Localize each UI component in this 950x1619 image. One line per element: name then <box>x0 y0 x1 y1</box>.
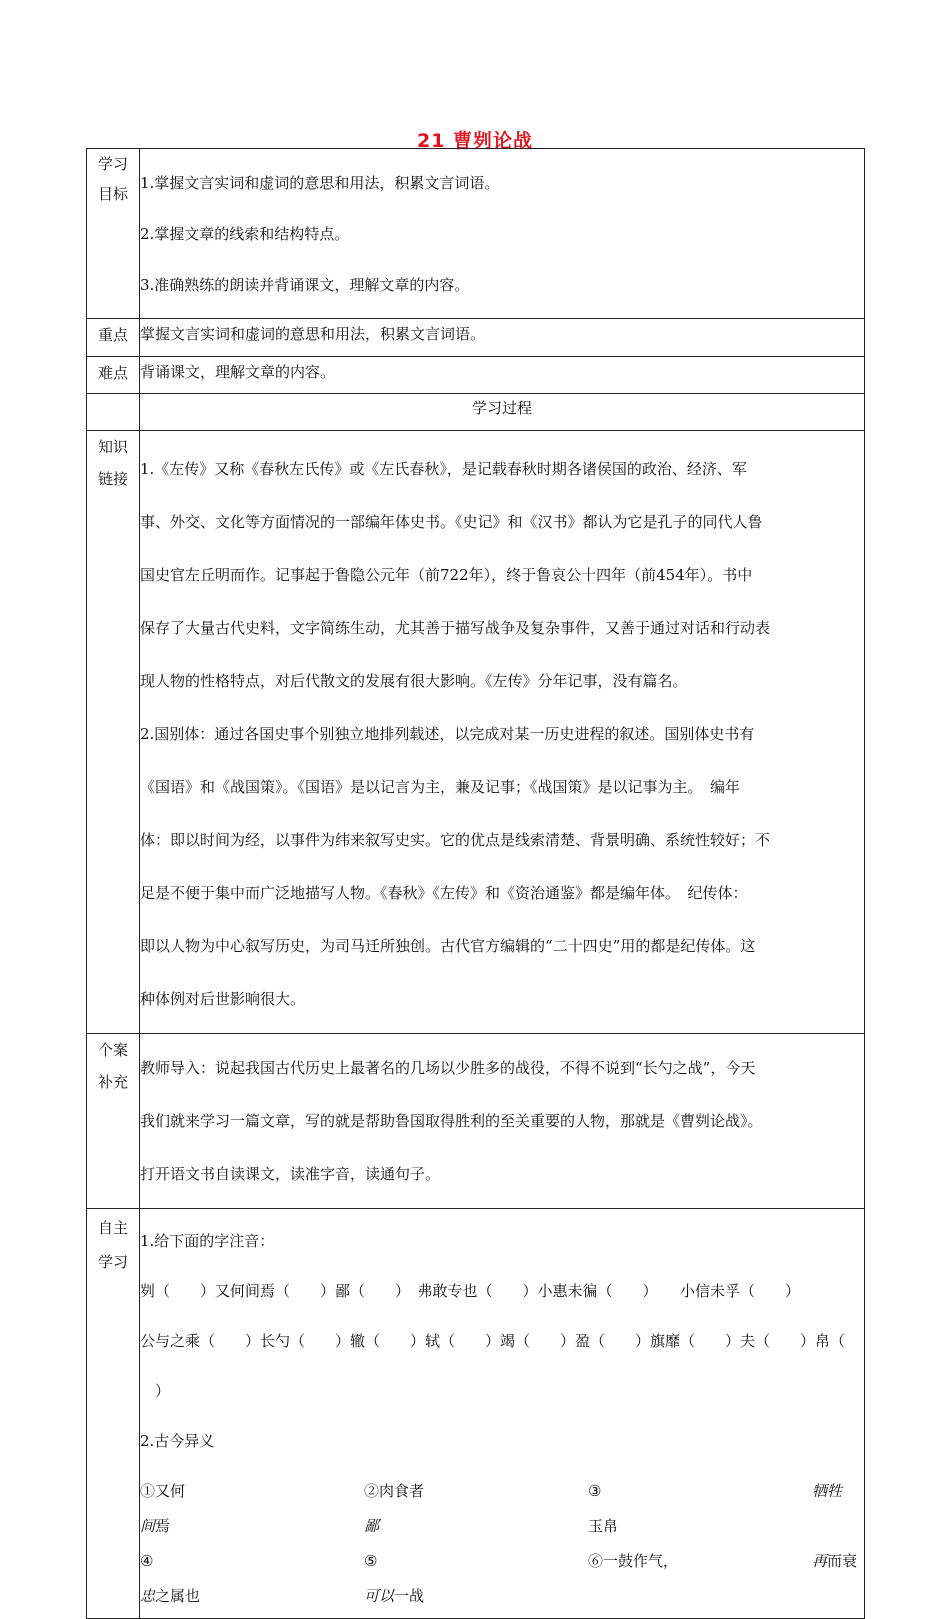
q2-item <box>364 1474 588 1544</box>
q2-row <box>140 1474 864 1544</box>
q1-title: 1.给下面的字注音： <box>140 1232 275 1250</box>
knowledge-label <box>87 431 140 1034</box>
supplement-label-text: 个案 补充 <box>97 1041 128 1091</box>
q2-item-prefix: ④ <box>140 1552 154 1570</box>
objective-item: 3.准确熟练的朗读并背诵课文，理解文章的内容。 <box>140 276 470 294</box>
process-header: 学习过程 <box>140 394 865 431</box>
knowledge-line: 种体例对后世影响很大。 <box>140 990 306 1008</box>
knowledge-line: 体：即以时间为经，以事件为纬来叙写史实。它的优点是线索清楚、背景明确、系统性较好；不 <box>140 831 771 849</box>
q2-item-suffix: 焉 <box>155 1517 171 1535</box>
key-text: 掌握文言实词和虚词的意思和用法，积累文言词语。 <box>140 319 865 357</box>
supplement-label <box>87 1034 140 1209</box>
difficulty-row <box>87 357 865 394</box>
knowledge-line: 1.《左传》又称《春秋左氏传》或《左氏春秋》，是记载春秋时期各诸侯国的政治、经济、军 <box>140 460 747 478</box>
supplement-row <box>87 1034 865 1209</box>
q2-item-prefix: ③ <box>588 1482 602 1500</box>
q1-line: ） <box>140 1382 171 1400</box>
q2-item-prefix: ⑥一鼓作气， <box>588 1552 679 1570</box>
q2-row <box>140 1544 864 1614</box>
q2-item <box>364 1544 588 1614</box>
self-study-label <box>87 1209 140 1619</box>
supplement-line: 我们就来学习一篇文章，写的就是帮助鲁国取得胜利的至关重要的人物，那就是《曹刿论战》。 <box>140 1112 763 1130</box>
knowledge-line: 《国语》和《战国策》。《国语》是以记言为主，兼及记事；《战国策》是以记事为主。 编年 <box>140 778 741 796</box>
q2-item <box>588 1474 864 1544</box>
knowledge-line: 国史官左丘明而作。记事起于鲁隐公元年（前722年），终于鲁哀公十四年（前454年）。书中 <box>140 566 753 584</box>
difficulty-text: 背诵课文，理解文章的内容。 <box>140 357 865 394</box>
knowledge-line: 现人物的性格特点，对后代散文的发展有很大影响。《左传》分年记事，没有篇名。 <box>140 672 688 690</box>
difficulty-label: 难点 <box>87 357 140 394</box>
q2-item-prefix: ⑤ <box>364 1552 378 1570</box>
self-study-content <box>140 1209 865 1619</box>
objective-item: 2.掌握文章的线索和结构特点。 <box>140 225 350 243</box>
knowledge-line: 即以人物为中心叙写历史，为司马迁所独创。古代官方编辑的“二十四史”用的都是纪传体。这 <box>140 937 756 955</box>
q2-item-keyword: 忠 <box>140 1587 156 1605</box>
knowledge-line: 2.国别体：通过各国史事个别独立地排列载述，以完成对某一历史进程的叙述。国别体史书有 <box>140 725 755 743</box>
page-title: 21 曹刿论战 <box>416 130 534 152</box>
q2-item-keyword: 鄙 <box>364 1517 380 1535</box>
knowledge-content <box>140 431 865 1034</box>
supplement-content <box>140 1034 865 1209</box>
q2-item <box>140 1474 364 1544</box>
q2-item-suffix: 一战 <box>394 1587 425 1605</box>
knowledge-line: 事、外交、文化等方面情况的一部编年体史书。《史记》和《汉书》都认为它是孔子的同代人鲁 <box>140 513 763 531</box>
knowledge-row <box>87 431 865 1034</box>
lesson-table <box>86 148 865 1619</box>
process-empty-cell <box>87 394 140 431</box>
objectives-row <box>87 149 865 319</box>
supplement-line: 打开语文书自读课文，读准字音，读通句子。 <box>140 1165 441 1183</box>
q1-line: 公与之乘（ ）长勺（ ）辙（ ）轼（ ）竭（ ）盈（ ）旗靡（ ）夫（ ）帛（ <box>140 1332 846 1350</box>
q2-item-prefix: ②肉食者 <box>364 1482 425 1500</box>
objective-item: 1.掌握文言实词和虚词的意思和用法，积累文言词语。 <box>140 174 500 192</box>
knowledge-line: 保存了大量古代史料，文字简练生动，尤其善于描写战争及复杂事件，又善于通过对话和行动表 <box>140 619 771 637</box>
q1-line: 刿（ ）又何间焉（ ）鄙（ ） 弗敢专也（ ）小惠未徧（ ） 小信未孚（ ） <box>140 1282 801 1300</box>
objectives-label <box>87 149 140 319</box>
supplement-line: 教师导入：说起我国古代历史上最著名的几场以少胜多的战役，不得不说到“长勺之战”，今天 <box>140 1059 756 1077</box>
self-study-label-text: 自主 学习 <box>97 1219 128 1271</box>
q2-item <box>588 1544 857 1614</box>
knowledge-line: 足是不便于集中而广泛地描写人物。《春秋》《左传》和《资治通鉴》都是编年体。 纪传体： <box>140 884 748 902</box>
self-study-row <box>87 1209 865 1619</box>
q2-item-prefix: ①又何 <box>140 1482 186 1500</box>
q2-title: 2.古今异义 <box>140 1432 215 1450</box>
objectives-content <box>140 149 865 319</box>
objectives-label-text: 学习 目标 <box>97 155 128 203</box>
q2-item-suffix: 而衰 <box>827 1552 858 1570</box>
process-row <box>87 394 865 431</box>
q2-item-keyword: 牺牲 <box>812 1482 843 1500</box>
q2-item-keyword: 间 <box>140 1517 156 1535</box>
key-label: 重点 <box>87 319 140 357</box>
q2-item-keyword: 再 <box>812 1552 828 1570</box>
q2-item-keyword: 可以 <box>364 1587 395 1605</box>
q2-item-suffix: 玉帛 <box>588 1517 619 1535</box>
key-row <box>87 319 865 357</box>
knowledge-label-text: 知识 链接 <box>97 438 128 488</box>
q2-item-suffix: 之属也 <box>155 1587 201 1605</box>
q2-item <box>140 1544 364 1614</box>
